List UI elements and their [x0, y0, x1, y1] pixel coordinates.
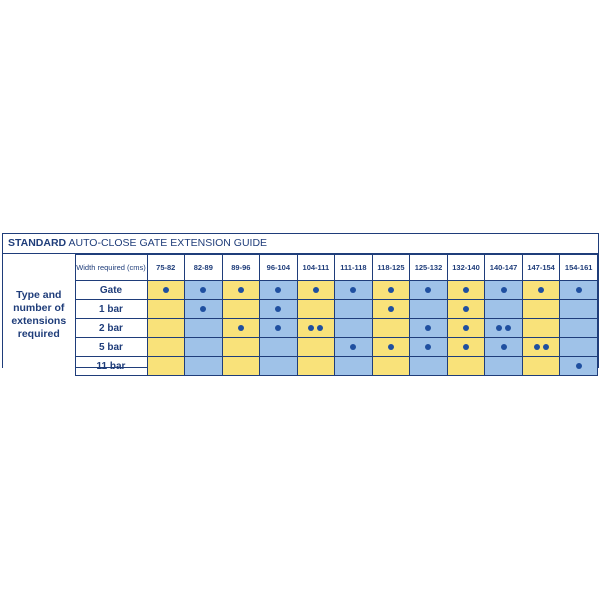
dot-marker	[543, 344, 549, 350]
table-row	[3, 319, 598, 338]
column-header: 147-154	[522, 255, 560, 281]
row-label: 11 bar	[75, 357, 147, 376]
table-cell	[222, 338, 260, 357]
column-header: 118-125	[372, 255, 410, 281]
column-header: 75-82	[147, 255, 185, 281]
column-header: 125-132	[410, 255, 448, 281]
dot-marker	[538, 287, 544, 293]
table-cell	[335, 281, 373, 300]
table-cell	[410, 281, 448, 300]
dot-marker	[505, 325, 511, 331]
dot-marker	[350, 344, 356, 350]
table-cell	[372, 319, 410, 338]
dot-marker	[200, 306, 206, 312]
row-label: Gate	[75, 281, 147, 300]
dot-marker	[238, 287, 244, 293]
dot-marker	[317, 325, 323, 331]
table-cell	[147, 338, 185, 357]
table-cell	[522, 338, 560, 357]
row-label: 1 bar	[75, 300, 147, 319]
table-cell	[410, 338, 448, 357]
dot-marker	[388, 344, 394, 350]
table-cell	[485, 281, 523, 300]
table-cell	[372, 338, 410, 357]
dot-marker	[388, 287, 394, 293]
column-header: 89-96	[222, 255, 260, 281]
table-cell	[335, 338, 373, 357]
table-row	[3, 281, 598, 300]
side-label: Type and number of extensions required	[3, 255, 75, 376]
table-cell	[410, 357, 448, 376]
column-header: 111-118	[335, 255, 373, 281]
table-cell	[560, 338, 598, 357]
table-cell	[335, 357, 373, 376]
column-header: 154-161	[560, 255, 598, 281]
dot-marker	[163, 287, 169, 293]
table-row	[3, 300, 598, 319]
table-cell	[185, 281, 223, 300]
table-cell	[447, 319, 485, 338]
table-cell	[372, 281, 410, 300]
gate-extension-guide	[2, 233, 599, 372]
table-row	[3, 357, 598, 376]
table-cell	[560, 357, 598, 376]
extension-table	[3, 254, 598, 376]
dot-marker	[200, 287, 206, 293]
table-cell	[185, 319, 223, 338]
row-label: 2 bar	[75, 319, 147, 338]
table-cell	[222, 300, 260, 319]
dot-marker	[501, 287, 507, 293]
dot-marker	[576, 363, 582, 369]
table-cell	[447, 300, 485, 319]
table-cell	[335, 300, 373, 319]
guide-title-rest: AUTO-CLOSE GATE EXTENSION GUIDE	[66, 237, 268, 249]
table-cell	[260, 357, 298, 376]
dot-marker	[238, 325, 244, 331]
table-cell	[447, 281, 485, 300]
dot-marker	[425, 344, 431, 350]
table-cell	[372, 300, 410, 319]
table-cell	[260, 300, 298, 319]
dot-marker	[425, 325, 431, 331]
dot-marker	[313, 287, 319, 293]
table-cell	[222, 357, 260, 376]
guide-title-bold: STANDARD	[8, 237, 67, 249]
table-cell	[485, 319, 523, 338]
table-cell	[297, 300, 335, 319]
column-header: 96-104	[260, 255, 298, 281]
table-cell	[335, 319, 373, 338]
table-cell	[447, 357, 485, 376]
table-cell	[485, 338, 523, 357]
table-cell	[485, 300, 523, 319]
header-row	[3, 255, 598, 281]
column-header: 82-89	[185, 255, 223, 281]
table-cell	[522, 319, 560, 338]
dot-marker	[388, 306, 394, 312]
table-cell	[372, 357, 410, 376]
table-cell	[410, 319, 448, 338]
table-cell	[522, 300, 560, 319]
table-cell	[147, 357, 185, 376]
table-cell	[147, 319, 185, 338]
table-cell	[522, 357, 560, 376]
table-cell	[560, 281, 598, 300]
width-required-label: Width required (cms)	[75, 255, 147, 281]
dot-marker	[576, 287, 582, 293]
guide-title	[3, 234, 598, 254]
table-cell	[185, 357, 223, 376]
table-cell	[297, 319, 335, 338]
dot-marker	[308, 325, 314, 331]
table-cell	[560, 300, 598, 319]
table-row	[3, 338, 598, 357]
table-cell	[222, 281, 260, 300]
dot-marker	[534, 344, 540, 350]
dot-marker	[350, 287, 356, 293]
table-cell	[297, 281, 335, 300]
table-cell	[447, 338, 485, 357]
table-cell	[560, 319, 598, 338]
table-cell	[260, 281, 298, 300]
table-cell	[522, 281, 560, 300]
table-cell	[260, 319, 298, 338]
dot-marker	[501, 344, 507, 350]
column-header: 132-140	[447, 255, 485, 281]
column-header: 140-147	[485, 255, 523, 281]
table-cell	[297, 357, 335, 376]
dot-marker	[275, 325, 281, 331]
dot-marker	[496, 325, 502, 331]
table-cell	[147, 281, 185, 300]
table-cell	[485, 357, 523, 376]
dot-marker	[425, 287, 431, 293]
dot-marker	[463, 306, 469, 312]
row-label: 5 bar	[75, 338, 147, 357]
dot-marker	[275, 287, 281, 293]
column-header: 104-111	[297, 255, 335, 281]
table-cell	[222, 319, 260, 338]
table-cell	[260, 338, 298, 357]
table-cell	[147, 300, 185, 319]
table-cell	[185, 300, 223, 319]
dot-marker	[463, 325, 469, 331]
dot-marker	[463, 287, 469, 293]
dot-marker	[275, 306, 281, 312]
dot-marker	[463, 344, 469, 350]
table-cell	[410, 300, 448, 319]
table-cell	[297, 338, 335, 357]
table-cell	[185, 338, 223, 357]
